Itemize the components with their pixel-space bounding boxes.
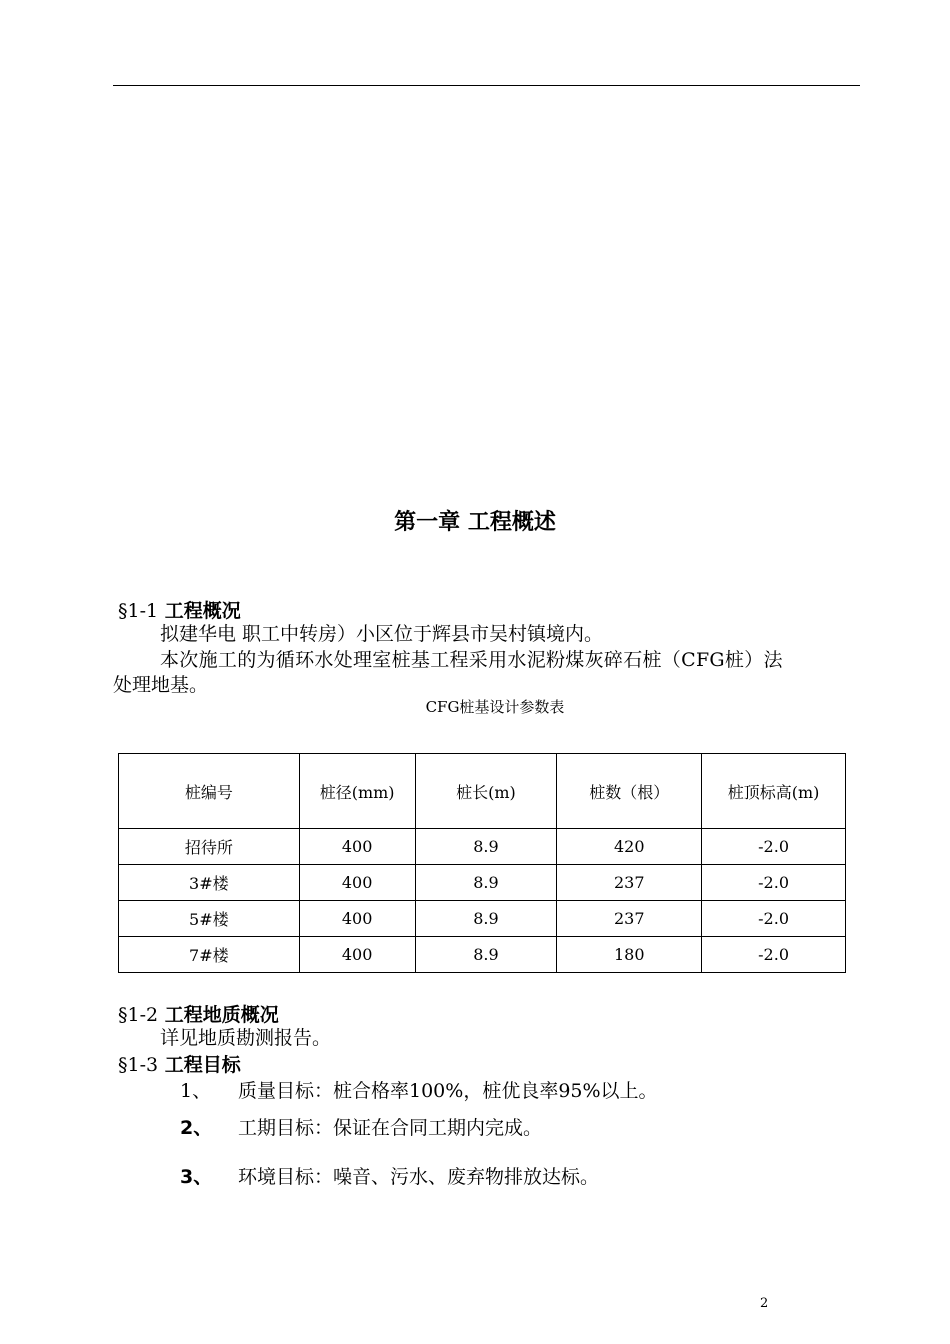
page-number: 2 <box>760 1296 769 1311</box>
header-cell: 桩径(mm) <box>299 754 415 829</box>
paragraph-construction: 本次施工的为循环水处理室桩基工程采用水泥粉煤灰碎石桩（CFG桩）法 <box>160 649 783 671</box>
goal-index: 1、 <box>180 1080 212 1102</box>
goal-item-environment <box>180 1162 599 1189</box>
section-title: 工程目标 <box>164 1054 241 1076</box>
goal-text: 质量目标：桩合格率100%，桩优良率95%以上。 <box>238 1080 658 1102</box>
table-cell: 237 <box>557 901 702 937</box>
section-number: §1-2 <box>118 1004 159 1026</box>
table-cell: -2.0 <box>702 901 846 937</box>
table-cell: 400 <box>299 865 415 901</box>
table-cell: 5#楼 <box>119 901 300 937</box>
table-cell: 400 <box>299 901 415 937</box>
paragraph-geology: 详见地质勘测报告。 <box>160 1027 332 1049</box>
table-cell: 237 <box>557 865 702 901</box>
chapter-title: 第一章 工程概述 <box>394 510 556 535</box>
header-rule <box>113 85 860 86</box>
table-cell: 8.9 <box>415 865 557 901</box>
section-number: §1-1 <box>118 600 159 622</box>
goal-item-quality <box>180 1076 658 1103</box>
paragraph-location: 拟建华电 职工中转房）小区位于辉县市吴村镇境内。 <box>160 623 604 645</box>
goal-index: 2、 <box>180 1117 213 1139</box>
goal-item-schedule <box>180 1113 542 1140</box>
cfg-parameter-table <box>118 753 846 973</box>
section-number: §1-3 <box>118 1054 159 1076</box>
table-cell: 8.9 <box>415 829 557 865</box>
table-cell: -2.0 <box>702 865 846 901</box>
table-cell: 3#楼 <box>119 865 300 901</box>
section-title: 工程地质概况 <box>164 1004 279 1026</box>
table-cell: 招待所 <box>119 829 300 865</box>
header-cell: 桩编号 <box>119 754 300 829</box>
section-heading-1-2 <box>118 1000 279 1027</box>
header-cell: 桩数（根） <box>557 754 702 829</box>
header-cell: 桩顶标高(m) <box>702 754 846 829</box>
goal-index: 3、 <box>180 1166 213 1188</box>
table-cell: 400 <box>299 937 415 973</box>
table-header-row <box>119 754 846 829</box>
table-row <box>119 901 846 937</box>
section-heading-1-3 <box>118 1050 241 1077</box>
table-row <box>119 937 846 973</box>
table-cell: 7#楼 <box>119 937 300 973</box>
table-cell: 420 <box>557 829 702 865</box>
table-row <box>119 829 846 865</box>
table-row <box>119 865 846 901</box>
table-cell: -2.0 <box>702 829 846 865</box>
table-cell: 180 <box>557 937 702 973</box>
paragraph-construction-cont: 处理地基。 <box>113 674 209 696</box>
goal-text: 工期目标：保证在合同工期内完成。 <box>238 1117 543 1139</box>
section-heading-1-1 <box>118 596 241 623</box>
header-cell: 桩长(m) <box>415 754 557 829</box>
table-cell: -2.0 <box>702 937 846 973</box>
table-caption: CFG桩基设计参数表 <box>425 698 565 716</box>
goal-text: 环境目标：噪音、污水、废弃物排放达标。 <box>238 1166 600 1188</box>
table-cell: 400 <box>299 829 415 865</box>
table-cell: 8.9 <box>415 901 557 937</box>
section-title: 工程概况 <box>164 600 241 622</box>
table-cell: 8.9 <box>415 937 557 973</box>
